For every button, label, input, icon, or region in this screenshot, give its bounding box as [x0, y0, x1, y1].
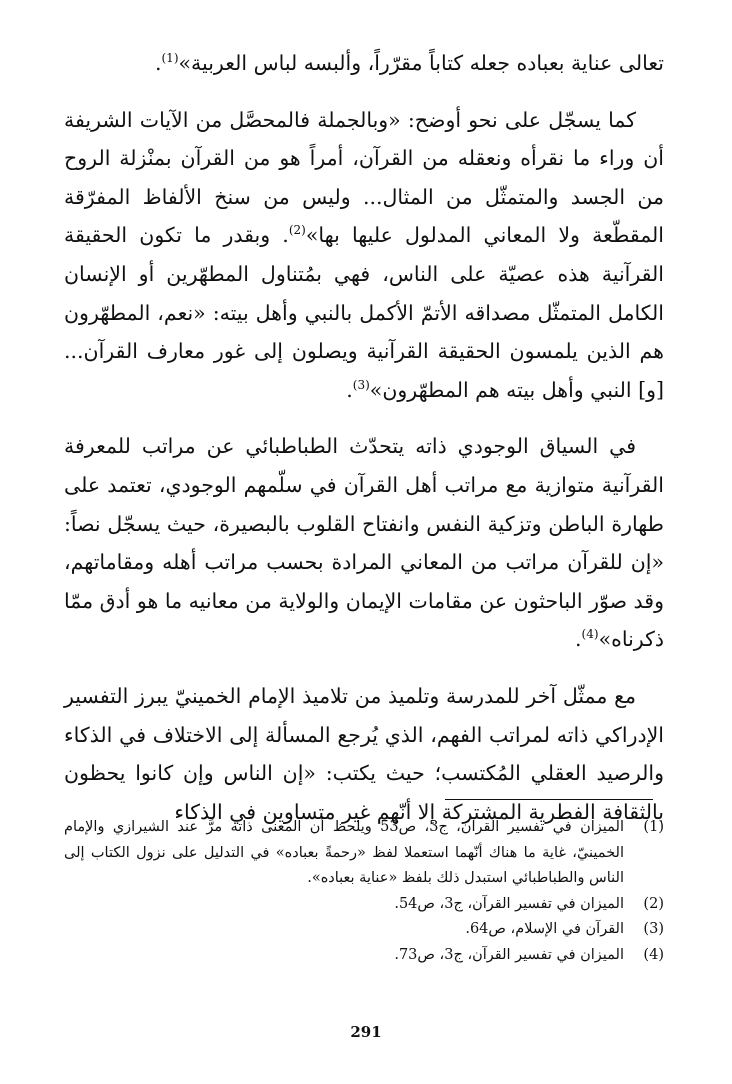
paragraph-text: تعالى عناية بعباده جعله كتاباً مقرّراً، وألبسه لباس العربية»: [178, 51, 664, 75]
footnote-text: الميزان في تفسير القرآن، ج3، ص54.: [394, 895, 624, 912]
paragraph-text: في السياق الوجودي ذاته يتحدّث الطباطبائي عن مراتب للمعرفة القرآنية متوازية مع مراتب أهل القرآن في سلّمهم الوجودي، تعتمد على طهارة الباطن وتزكية النفس وانفتاح القلوب بالبصيرة، حيث يسجّل نصاً: «إن للقرآن مراتب من المعاني المرادة بحسب مراتب أهله ومقاماتهم، وقد صوّر الباحثون عن مقامات الإيمان والولاية من معانيه ما هو أدق ممّا ذكرناه»: [64, 434, 664, 652]
paragraph-khomeini-student: [64, 677, 664, 831]
footnote-item: [64, 943, 664, 969]
paragraph-end: .: [575, 627, 582, 652]
footnote-number: (1): [643, 819, 664, 835]
footnote-number: (3): [643, 921, 664, 937]
footnote-text: القرآن في الإسلام، ص64.: [465, 921, 624, 937]
paragraph-continuation: [64, 44, 664, 83]
page-number: 291: [350, 1023, 382, 1041]
footnote-ref-3[interactable]: (3): [352, 377, 370, 392]
footnote-ref-2[interactable]: (2): [288, 223, 306, 238]
paragraph-text: كما يسجّل على نحو أوضح: «وبالجملة فالمحصَّل من الآيات الشريفة أن وراء ما نقرأه ونعقله من القرآن، أمراً هو من القرآن بمنْزلة الروح من الجسد والمتمثّل من المثال... وليس من سنخ الألفاظ المفرّقة المقطّعة ولا المعاني المدلول عليها بها»: [64, 107, 664, 248]
paragraph-end: .: [346, 377, 353, 402]
page-body: [64, 44, 664, 849]
paragraph-existential-context: [64, 427, 664, 659]
paragraph-text: . وبقدر ما تكون الحقيقة القرآنية هذه عصيّة على الناس، فهي بمُتناول المطهّرين أو الإنسان الكامل المتمثّل مصداقه الأتمّ الأكمل بالنبي وأهل بيته: «نعم، المطهّرون هم الذين يلمسون الحقيقة القرآنية ويصلون إلى غور معارف القرآن... [و] النبي وأهل بيته هم المطهّرون»: [64, 223, 664, 402]
footnote-item: [64, 917, 664, 943]
footnotes: [64, 815, 664, 968]
footnote-item: [64, 815, 664, 892]
paragraph-end: .: [154, 51, 162, 75]
footnote-divider: [445, 799, 653, 800]
footnote-ref-1[interactable]: (1): [161, 51, 179, 66]
paragraph-tabatabai-quote: [64, 101, 664, 410]
footnote-text: الميزان في تفسير القرآن، ج3، ص53 ويلحظ أن المعنى ذاته مرَّ عند الشيرازي والإمام الخمينيّ، غاية ما هناك أنّهما استعملا لفظ «رحمةً بعباده» في التدليل على نزول الكتاب إلى الناس والطباطبائي استبدل ذلك بلفظ «عناية بعباده».: [64, 819, 624, 886]
footnote-number: (2): [643, 895, 664, 912]
footnote-ref-4[interactable]: (4): [581, 627, 599, 642]
footnote-text: الميزان في تفسير القرآن، ج3، ص73.: [394, 946, 624, 963]
paragraph-text: مع ممثّل آخر للمدرسة وتلميذ من تلاميذ الإمام الخمينيّ يبرز التفسير الإدراكي ذاته لمراتب الفهم، الذي يُرجع المسألة إلى الاختلاف في الذكاء والرصيد العقلي المُكتسب؛ حيث يكتب: «إن الناس وإن كانوا يحظون بالثقافة الفطرية المشتركة إلا أنّهم غير متساوين في الذكاء: [64, 683, 664, 824]
footnote-number: (4): [643, 946, 664, 963]
footnote-item: [64, 892, 664, 918]
